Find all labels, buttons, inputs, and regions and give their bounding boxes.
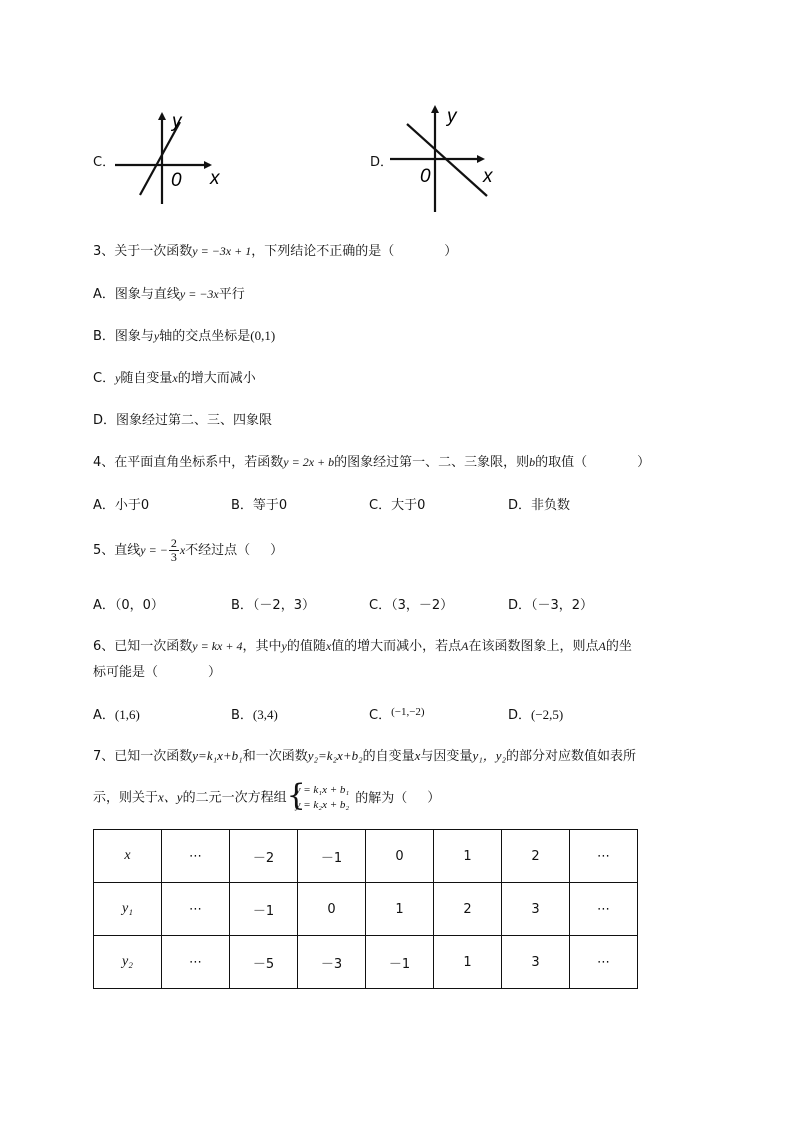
q3-stem-tail: ，下列结论不正确的是（ (251, 244, 395, 259)
graph-c-origin-label: 0 (171, 170, 182, 191)
table-cell: 3 (502, 883, 570, 936)
graph-option-c-label: C． (93, 155, 116, 170)
q3-option-c-var-x: x (172, 371, 178, 385)
table-cell: －5 (230, 936, 298, 989)
q7-stem-line2 (93, 778, 441, 813)
table-cell: 1 (366, 883, 434, 936)
table-cell: －3 (298, 936, 366, 989)
q6-stem-text: 6、已知一次函数 (93, 639, 193, 654)
q5-fraction-numerator: 2 (170, 536, 177, 550)
q7-equation-system (286, 778, 350, 813)
q5-equation-left: y = − (140, 543, 168, 557)
q6-option-c (369, 704, 425, 723)
q7-value-table (93, 829, 638, 989)
q5-option-c: C．（3，－2） (369, 598, 454, 613)
q6-option-d-value: (−2,5) (531, 707, 564, 722)
q4-stem-mid: 的图象经过第一、二、三象限，则 (334, 455, 530, 470)
graph-d-y-label: y (447, 106, 457, 127)
q3-stem (93, 240, 457, 259)
q3-option-b-point: (0,1) (250, 328, 276, 343)
q6-option-d (508, 704, 563, 723)
table-cell: 0 (298, 883, 366, 936)
q4-stem (93, 451, 650, 470)
graph-c-y-label: y (172, 111, 182, 132)
q3-option-a-equation: y = −3x (179, 287, 219, 301)
q6-stem-mid1: ，其中 (242, 639, 282, 654)
table-cell: 2 (434, 883, 502, 936)
q5-stem (93, 537, 283, 564)
q7-var-x: x (414, 748, 421, 763)
graph-d-y-arrow (431, 105, 439, 113)
table-cell: －1 (230, 883, 298, 936)
table-row (94, 830, 638, 883)
q7-vars-xy: x、y (158, 789, 183, 805)
q4-option-b: B．等于0 (231, 498, 288, 513)
table-header-y2: y₂ (94, 936, 162, 989)
q4-stem-close: ） (637, 455, 651, 470)
q6-option-a-value: (1,6) (114, 707, 140, 722)
graph-c-x-label: x (210, 168, 220, 189)
table-cell: ⋯ (570, 936, 638, 989)
q4-var-b: b (529, 455, 536, 469)
q6-stem-tail: 的坐 (605, 639, 632, 654)
q5-fraction (169, 537, 179, 564)
q4-option-c: C．大于0 (369, 498, 426, 513)
q7-stem-line1 (93, 745, 636, 764)
q7-stem-line2-mid: 的二元一次方程组 (182, 790, 287, 806)
q7-system-eq1: y = k₁x + b₁ (295, 784, 350, 796)
table-row (94, 936, 638, 989)
q5-fraction-denominator: 3 (170, 550, 177, 564)
q7-function-2: y₂=k₂x+b₂ (307, 748, 363, 763)
q6-stem-mid4: 在该函数图象上，则点 (468, 639, 599, 654)
q3-stem-text: 3、关于一次函数 (93, 244, 193, 259)
q7-stem-line2-text: 示，则关于 (93, 790, 159, 806)
q3-option-a (93, 283, 245, 302)
graph-d-origin-label: 0 (420, 166, 431, 187)
table-cell: 3 (502, 936, 570, 989)
q6-stem-close: ） (208, 665, 222, 680)
table-cell: ⋯ (162, 936, 230, 989)
q7-vars-y: y₁，y₂ (472, 748, 507, 763)
q3-stem-close: ） (444, 244, 458, 259)
table-cell: 1 (434, 936, 502, 989)
table-cell: －1 (298, 830, 366, 883)
q6-option-c-value: (−1,−2) (391, 706, 425, 718)
q7-system-eq2: y = k₂x + b₂ (295, 799, 350, 811)
graph-c-y-arrow (158, 112, 166, 120)
q5-stem-close: ） (270, 543, 284, 558)
q3-option-c-mid: 随自变量 (120, 371, 173, 386)
q5-option-b: B．（－2，3） (231, 598, 315, 613)
q3-option-b-text: B．图象与 (93, 329, 154, 344)
q4-stem-tail: 的取值（ (535, 455, 588, 470)
q5-stem-text: 5、直线 (93, 543, 141, 558)
table-cell: ⋯ (570, 830, 638, 883)
q7-stem-line2-tail: 的解为（ (355, 790, 408, 806)
q7-stem-tail: 的部分对应数值如表所 (506, 749, 637, 764)
graph-option-c (110, 108, 230, 208)
q3-option-a-text: A．图象与直线 (93, 287, 180, 302)
q6-option-a-label: A． (93, 708, 115, 723)
q6-option-b (231, 704, 278, 723)
q3-option-a-tail: 平行 (218, 287, 245, 302)
q6-var-a2: A (598, 639, 606, 653)
q7-system-brace: { (286, 778, 306, 813)
table-cell: －2 (230, 830, 298, 883)
q7-stem-mid: 和一次函数 (242, 749, 308, 764)
q6-stem-line1 (93, 635, 632, 654)
q6-stem-mid2: 的值随 (286, 639, 326, 654)
q6-option-d-label: D． (508, 708, 532, 723)
q5-equation-right: x (179, 543, 186, 557)
table-header-y1: y₁ (94, 883, 162, 936)
q4-equation: y = 2x + b (283, 455, 335, 469)
q6-option-c-label: C． (369, 708, 392, 723)
q4-option-a: A．小于0 (93, 498, 150, 513)
q3-option-c (93, 367, 256, 386)
table-row (94, 883, 638, 936)
q3-option-d: D．图象经过第二、三、四象限 (93, 413, 273, 428)
graph-d-x-label: x (483, 166, 493, 187)
q6-stem-mid3: 值的增大而减小，若点 (331, 639, 462, 654)
q5-option-d: D．（－3，2） (508, 598, 594, 613)
q7-stem-mid2: 的自变量 (362, 749, 415, 764)
q3-option-c-label: C． (93, 371, 116, 386)
q3-option-b-mid: 轴的交点坐标是 (159, 329, 251, 344)
q7-stem-close: ） (427, 790, 441, 806)
q6-stem-line2 (93, 661, 221, 680)
q7-stem-mid3: 与因变量 (420, 749, 473, 764)
q3-option-b (93, 325, 275, 344)
q3-equation: y = −3x + 1 (192, 244, 252, 258)
q6-option-b-value: (3,4) (252, 707, 278, 722)
q4-stem-text: 4、在平面直角坐标系中，若函数 (93, 455, 284, 470)
q6-equation: y = kx + 4 (192, 639, 243, 653)
q7-function-1: y=k₁x+b₁ (192, 748, 243, 763)
q3-option-c-var-y: y (115, 371, 121, 385)
graph-option-d-label: D． (370, 155, 394, 170)
graph-d-x-arrow (477, 155, 485, 163)
table-cell: ⋯ (570, 883, 638, 936)
q3-option-b-var: y (153, 329, 160, 343)
table-cell: 2 (502, 830, 570, 883)
table-cell: ⋯ (162, 883, 230, 936)
q6-var-x: x (325, 639, 332, 653)
q6-option-a (93, 704, 140, 723)
q6-option-b-label: B． (231, 708, 253, 723)
table-cell: ⋯ (162, 830, 230, 883)
q6-stem-line2-text: 标可能是（ (93, 665, 159, 680)
q5-option-a: A．（0，0） (93, 598, 164, 613)
q4-option-d: D．非负数 (508, 498, 571, 513)
table-cell: －1 (366, 936, 434, 989)
table-header-x: x (94, 830, 162, 883)
q6-var-a1: A (461, 639, 469, 653)
q5-stem-tail: 不经过点（ (185, 543, 251, 558)
table-cell: 1 (434, 830, 502, 883)
q3-option-c-tail: 的增大而减小 (177, 371, 256, 386)
q7-stem-text: 7、已知一次函数 (93, 749, 193, 764)
q6-var-y: y (281, 639, 287, 653)
table-cell: 0 (366, 830, 434, 883)
graph-option-d (385, 100, 505, 215)
